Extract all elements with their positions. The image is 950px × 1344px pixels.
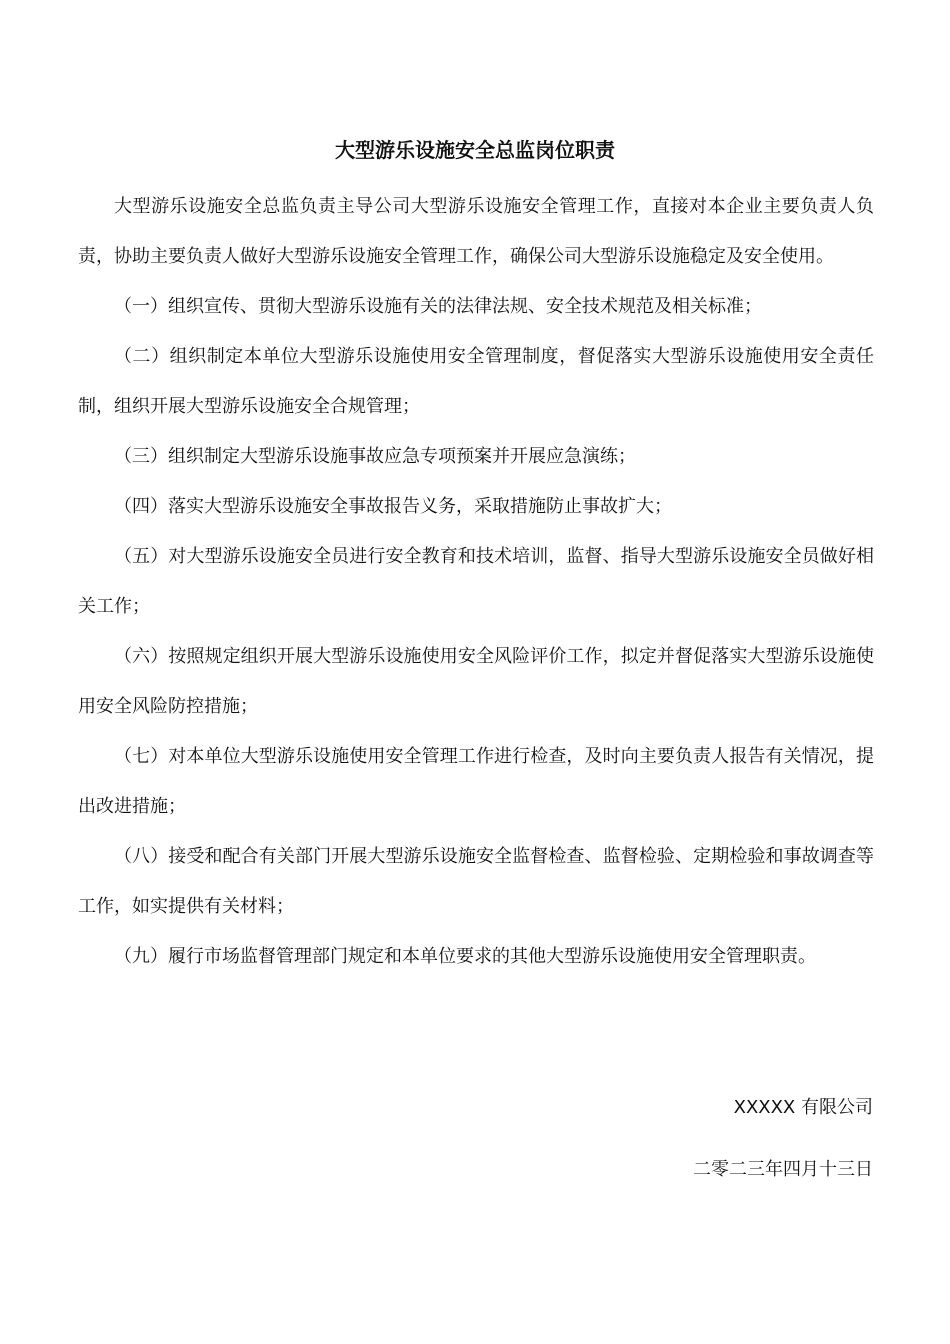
duty-item-9: （九）履行市场监督管理部门规定和本单位要求的其他大型游乐设施使用安全管理职责。 (114, 946, 816, 967)
signature-date: 二零二三年四月十三日 (693, 1159, 873, 1180)
intro-paragraph: 大型游乐设施安全总监负责主导公司大型游乐设施安全管理工作，直接对本企业主要负责人负责，协助主要负责人做好大型游乐设施安全管理工作，确保公司大型游乐设施稳定及安全使用。 (78, 196, 874, 267)
duty-item-3: （三）组织制定大型游乐设施事故应急专项预案并开展应急演练； (114, 446, 636, 467)
duty-item-6: （六）按照规定组织开展大型游乐设施使用安全风险评价工作，拟定并督促落实大型游乐设施使用安全风险防控措施； (78, 646, 874, 717)
document-body (78, 182, 874, 982)
duty-item-8: （八）接受和配合有关部门开展大型游乐设施安全监督检查、监督检验、定期检验和事故调查等工作，如实提供有关材料； (78, 846, 874, 917)
document-title: 大型游乐设施安全总监岗位职责 (335, 138, 615, 162)
company-signature: XXXXX 有限公司 (733, 1097, 873, 1118)
duty-item-1: （一）组织宣传、贯彻大型游乐设施有关的法律法规、安全技术规范及相关标准； (114, 296, 762, 317)
duty-item-7: （七）对本单位大型游乐设施使用安全管理工作进行检查，及时向主要负责人报告有关情况，提出改进措施； (78, 746, 874, 817)
duty-item-4: （四）落实大型游乐设施安全事故报告义务，采取措施防止事故扩大； (114, 496, 672, 517)
duty-item-5: （五）对大型游乐设施安全员进行安全教育和技术培训，监督、指导大型游乐设施安全员做好相关工作； (78, 546, 874, 617)
duty-item-2: （二）组织制定本单位大型游乐设施使用安全管理制度，督促落实大型游乐设施使用安全责任制，组织开展大型游乐设施安全合规管理； (78, 346, 874, 417)
